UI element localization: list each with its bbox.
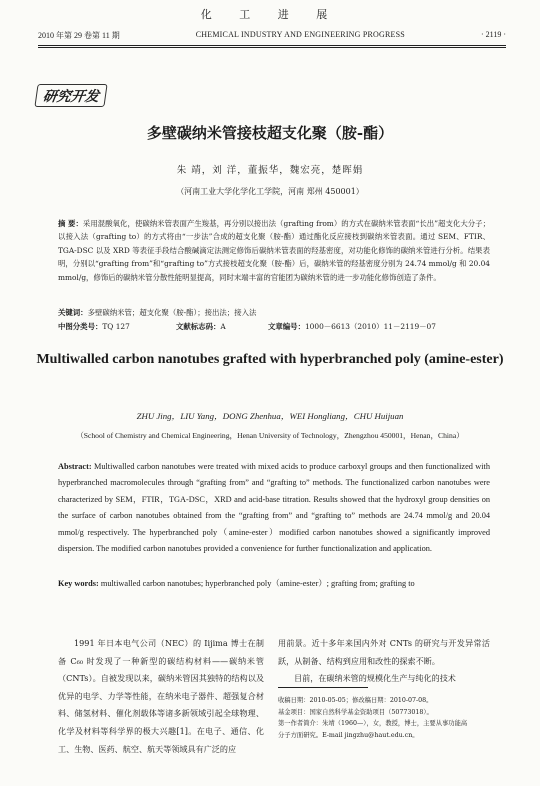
keywords-en-label: Key words: [58,579,99,588]
footnote-received: 收稿日期：2010-05-05；修改稿日期：2010-07-08。 [278,697,433,704]
doc-code [176,321,268,332]
header-rule-thick [38,45,506,46]
section-tag: 研究开发 [34,84,107,107]
journal-name-cn: 化 工 进 展 [200,8,340,21]
clc-value: TQ 127 [102,322,130,331]
footnote-fund: 基金项目：国家自然科学基金资助项目（50773018）。 [278,708,433,716]
header-rule-thin [38,47,506,48]
page-number: · 2119 · [480,30,506,39]
title-en: Multiwalled carbon nanotubes grafted with hyperbranched poly (amine-ester) [36,352,504,367]
article-number [268,321,436,332]
journal-name-en: CHEMICAL INDUSTRY AND ENGINEERING PROGRESS [195,30,405,39]
article-number-value: 1000－6613（2010）11－2119－07 [304,322,436,331]
authors-en: ZHU Jing，LIU Yang，DONG Zhenhua，WEI Hongliang，CHU Huijuan [136,411,404,421]
abstract-en-text: Multiwalled carbon nanotubes were treated with mixed acids to produce carboxyl groups and then functionalized with hyperbranched macromolecules through “grafting from” and “grafting to” methods. The functionalized carbon nanotubes were characterized by SEM，FTIR，TGA-DSC，XRD and acid-base titration. Results showed that the hydroxyl group densities on the surface of carbon nanotubes obtained from the “grafting from” and “grafting to” methods are 24.74 mmol/g and 20.04 mmol/g respectively. The hyperbranched poly（amine-ester）modified carbon nanotubes showed a significantly improved dispersion. The modified carbon nanotubes provided a convenience for further functionalization and application. [58,462,490,554]
affiliation-cn: （河南工业大学化学化工学院，河南 郑州 450001） [176,187,364,196]
abstract-cn [58,217,490,284]
clc-label: 中图分类号： [58,322,103,331]
title-cn: 多壁碳纳米管接枝超支化聚（胺-酯） [146,124,394,142]
doc-code-label: 文献标志码： [176,322,221,331]
abstract-cn-text: 采用混酸氧化，使碳纳米管表面产生羧基，再分别以接出法（grafting from）的方式在碳纳米管表面“长出”超支化大分子；以接入法（grafting to）的方式将由“一步法”合成的超支化聚（胺-酯）通过酯化反应接枝到碳纳米管表面。通过 SEM、FTIR、TGA-DSC 以及 XRD 等表征手段结合酸碱滴定法测定修饰后碳纳米管表面的羟基密度，对功能化修饰的碳纳米管进行分析。结果表明，分别以“grafting from”和“grafting to”方式接枝超支化聚（胺-酯）后，碳纳米管的羟基密度分别为 24.74 mmol/g 和 20.04 mmol/g，修饰后的碳纳米管分散性能明显提高，同时末端丰富的官能团为碳纳米管的进一步功能化修饰创造了条件。 [58,219,490,282]
affiliation-en: （School of Chemistry and Chemical Engineering，Henan University of Technology，Zhengzhou 450001，Henan，China） [76,431,464,440]
keywords-cn-label: 关键词： [58,308,88,317]
body-left-column: 1991 年日本电气公司（NEC）的 Iijima 博士在制备 C₆₀ 时发现了一种新型的碳结构材料——碳纳米管（CNTs）。自被发现以来，碳纳米管因其独特的结构以及优异的电学、力学等性能，在纳米电子器件、超强复合材料、储氢材料、催化剂载体等诸多新领域引起全球物理、化学及材料等科学界的极大兴趣[1]。在电子、通信、化工、生物、医药、航空、航天等领域具有广泛的应 [58,638,264,754]
running-header [38,30,506,41]
keywords-cn [58,307,490,318]
body-right-paragraph-2: 目前，在碳纳米管的规模化生产与纯化的技术 [294,673,456,684]
footnote-author-2: 分子方面研究。E-mail jingzhu@haut.edu.cn。 [278,731,419,739]
footnote-rule [278,687,368,688]
footnote-author-1: 第一作者简介：朱靖（1960—），女，教授，博士，主要从事功能高 [278,720,468,727]
issue-info: 2010 年第 29 卷第 11 期 [38,31,120,40]
abstract-cn-label: 摘 要： [58,219,83,228]
doc-code-value: A [220,322,226,331]
keywords-en-text: multiwalled carbon nanotubes; hyperbranched poly（amine-ester）; grafting from; grafting to [100,579,415,588]
abstract-en [58,459,490,557]
body-right-paragraph-1: 用前景。近十多年来国内外对 CNTs 的研究与开发异常活跃，从制备、结构到应用和改性的探索不断。 [278,638,490,666]
keywords-cn-text: 多壁碳纳米管；超支化聚（胺-酯）；接出法；接入法 [87,308,257,317]
clc-number [58,321,176,332]
footnotes [278,695,490,741]
authors-cn: 朱 靖，刘 洋，董振华，魏宏亮，楚晖娟 [176,165,364,176]
classification-row [58,321,490,332]
keywords-en [58,576,490,592]
article-number-label: 文章编号： [268,322,305,331]
abstract-en-label: Abstract: [58,462,92,471]
body-right-column [278,635,490,688]
